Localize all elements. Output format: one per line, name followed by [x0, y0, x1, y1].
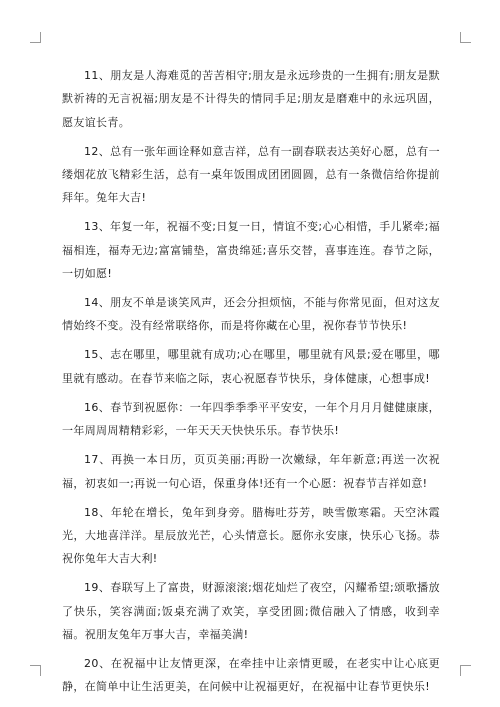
paragraph-13: 13、年复一年，祝福不变;日复一日，情谊不变;心心相惜，手儿紧牵;福福相连，福寿无边;富富铺垫，富贵绵延;喜乐交替，喜事连连。春节之际，一切如愿!	[62, 220, 441, 280]
paragraph-20: 20、在祝福中让友情更深，在牵挂中让亲情更暖，在老实中让心底更静，在简单中让生活更美，在问候中让祝福更好，在祝福中让春节更快乐!	[62, 657, 440, 694]
paragraph-11: 11、朋友是人海难觅的苦苦相守;朋友是永远珍贵的一生拥有;朋友是默默祈祷的无言祝福;朋友是不计得失的情同手足;朋友是磨难中的永远巩固，愿友谊长青。	[62, 69, 440, 129]
crop-mark-bottom-right	[460, 665, 471, 676]
paragraph-15: 15、志在哪里，哪里就有成功;心在哪里，哪里就有风景;爱在哪里，哪里就有感动。在春节来临之际，衷心祝愿春节快乐，身体健康，心想事成!	[62, 348, 440, 385]
crop-mark-top-right	[460, 32, 471, 43]
paragraph-16: 16、春节到祝愿你：一年四季季季平平安安，一年个月月月健健康康，一年周周周精精彩彩，一年天天天快快乐乐。春节快乐!	[62, 400, 440, 438]
crop-mark-top-left	[30, 32, 41, 43]
paragraph-17: 17、再换一本日历，页页美丽;再盼一次嫩绿，年年新意;再送一次祝福，初衷如一;再说一句心语，保重身体!还有一个心愿：祝春节吉祥如意!	[62, 453, 440, 490]
paragraph-14: 14、朋友不单是谈笑风声，还会分担烦恼，不能与你常见面，但对这友情始终不变。没有经常联络你，而是将你藏在心里，祝你春节节快乐!	[62, 296, 440, 333]
paragraph-12: 12、总有一张年画诠释如意吉祥，总有一副春联表达美好心愿，总有一缕烟花放飞精彩生活，总有一桌年饭围成团团圆圆，总有一条微信给你提前拜年。兔年大吉!	[62, 144, 440, 205]
paragraph-19: 19、春联写上了富贵，财源滚滚;烟花灿烂了夜空，闪耀希望;颂歌播放了快乐，笑容满面;饭桌充满了欢笑，享受团圆;微信融入了情感，收到幸福。祝朋友兔年万事大吉，幸福美满!	[62, 581, 440, 641]
crop-mark-bottom-left	[30, 665, 41, 676]
document-body	[62, 64, 440, 704]
paragraph-18: 18、年轮在增长，兔年到身旁。腊梅吐芬芳，映雪傲寒霜。天空沐霞光，大地喜洋洋。星辰放光芒，心头情意长。愿你永安康，快乐心飞扬。恭祝你兔年大吉大利!	[62, 505, 440, 566]
